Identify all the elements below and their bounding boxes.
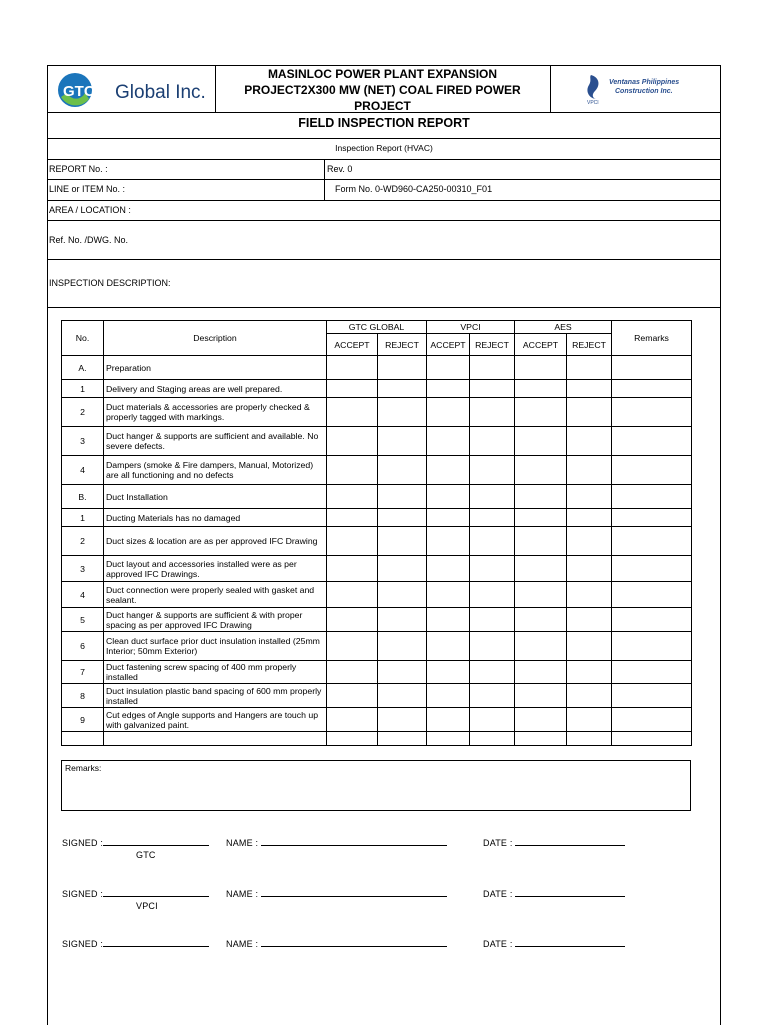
- aes-reject-cell[interactable]: [567, 427, 612, 456]
- gtc-reject-cell[interactable]: [378, 661, 427, 684]
- date-field[interactable]: DATE :: [483, 836, 625, 848]
- gtc-reject-cell[interactable]: [378, 509, 427, 527]
- report-subtitle: Inspection Report (HVAC): [335, 143, 433, 153]
- aes-reject-cell[interactable]: [567, 684, 612, 708]
- row-description: Duct hanger & supports are sufficient & with proper spacing as per approved IFC Drawing: [104, 608, 327, 632]
- table-row: [62, 732, 692, 746]
- table-row: [62, 509, 692, 527]
- aes-accept-cell[interactable]: [515, 527, 567, 556]
- gtc-reject-cell[interactable]: [378, 732, 427, 746]
- row-number: 2: [62, 398, 104, 427]
- gtc-accept-cell[interactable]: [327, 661, 378, 684]
- vpci-accept-cell[interactable]: [427, 509, 470, 527]
- table-row: [62, 708, 692, 732]
- row-number: B.: [62, 485, 104, 509]
- gtc-reject-cell[interactable]: [378, 708, 427, 732]
- vpci-reject-cell[interactable]: [470, 556, 515, 582]
- gtc-reject-cell[interactable]: [378, 556, 427, 582]
- row-number: 7: [62, 661, 104, 684]
- table-row: [62, 582, 692, 608]
- vpci-reject-cell[interactable]: [470, 608, 515, 632]
- vpci-accept-cell[interactable]: [427, 380, 470, 398]
- row-description: Ducting Materials has no damaged: [104, 509, 327, 527]
- aes-reject-cell[interactable]: [567, 608, 612, 632]
- col-header-reject: REJECT: [378, 334, 427, 356]
- row-description: Delivery and Staging areas are well prepared.: [104, 380, 327, 398]
- col-header-vpci: VPCI: [427, 321, 515, 334]
- col-header-no: No.: [62, 321, 104, 356]
- col-header-description: Description: [104, 321, 327, 356]
- vpci-reject-cell[interactable]: [470, 582, 515, 608]
- signature-organization: VPCI: [136, 901, 158, 911]
- remarks-cell[interactable]: [612, 356, 692, 380]
- row-description: Duct materials & accessories are properly checked & properly tagged with markings.: [104, 398, 327, 427]
- remarks-cell[interactable]: [612, 632, 692, 661]
- vpci-accept-cell[interactable]: [427, 708, 470, 732]
- vpci-accept-cell[interactable]: [427, 582, 470, 608]
- row-description: Duct hanger & supports are sufficient and available. No severe defects.: [104, 427, 327, 456]
- aes-reject-cell[interactable]: [567, 485, 612, 509]
- gtc-reject-cell[interactable]: [378, 380, 427, 398]
- row-description: Duct layout and accessories installed were as per approved IFC Drawings.: [104, 556, 327, 582]
- row-number: 1: [62, 509, 104, 527]
- table-row: [62, 608, 692, 632]
- table-row: [62, 661, 692, 684]
- remarks-cell[interactable]: [612, 684, 692, 708]
- vpci-accept-cell[interactable]: [427, 732, 470, 746]
- gtc-reject-cell[interactable]: [378, 582, 427, 608]
- aes-reject-cell[interactable]: [567, 632, 612, 661]
- vpci-reject-cell[interactable]: [470, 632, 515, 661]
- vpci-reject-cell[interactable]: [470, 398, 515, 427]
- date-field[interactable]: DATE :: [483, 887, 625, 899]
- ref-dwg-label: Ref. No. /DWG. No.: [49, 235, 129, 245]
- aes-accept-cell[interactable]: [515, 684, 567, 708]
- aes-reject-cell[interactable]: [567, 398, 612, 427]
- vpci-reject-cell[interactable]: [470, 427, 515, 456]
- vpci-reject-cell[interactable]: [470, 380, 515, 398]
- row-number: 5: [62, 608, 104, 632]
- divider: [47, 159, 721, 160]
- vpci-accept-cell[interactable]: [427, 556, 470, 582]
- remarks-cell[interactable]: [612, 732, 692, 746]
- aes-accept-cell[interactable]: [515, 356, 567, 380]
- gtc-reject-cell[interactable]: [378, 608, 427, 632]
- gtc-reject-cell[interactable]: [378, 684, 427, 708]
- remarks-cell[interactable]: [612, 527, 692, 556]
- signed-field[interactable]: SIGNED :: [62, 836, 209, 848]
- vpci-reject-cell[interactable]: [470, 708, 515, 732]
- remarks-box[interactable]: [61, 760, 691, 811]
- aes-accept-cell[interactable]: [515, 456, 567, 485]
- row-number: 3: [62, 427, 104, 456]
- vpci-reject-cell[interactable]: [470, 485, 515, 509]
- divider: [47, 307, 721, 308]
- aes-accept-cell[interactable]: [515, 608, 567, 632]
- gtc-reject-cell[interactable]: [378, 527, 427, 556]
- row-number: 6: [62, 632, 104, 661]
- aes-accept-cell[interactable]: [515, 582, 567, 608]
- report-title: FIELD INSPECTION REPORT: [298, 116, 470, 130]
- table-row: [62, 380, 692, 398]
- signed-field[interactable]: SIGNED :: [62, 887, 209, 899]
- remarks-label: Remarks:: [65, 763, 102, 773]
- col-header-remarks: Remarks: [612, 321, 692, 356]
- remarks-cell[interactable]: [612, 661, 692, 684]
- aes-accept-cell[interactable]: [515, 661, 567, 684]
- aes-reject-cell[interactable]: [567, 356, 612, 380]
- table-row: [62, 356, 692, 380]
- aes-accept-cell[interactable]: [515, 485, 567, 509]
- vpci-accept-cell[interactable]: [427, 356, 470, 380]
- row-description: Preparation: [104, 356, 327, 380]
- row-description: [104, 732, 327, 746]
- rev-label: Rev. 0: [327, 164, 353, 174]
- vpci-reject-cell[interactable]: [470, 732, 515, 746]
- vpci-reject-cell[interactable]: [470, 456, 515, 485]
- row-number: 4: [62, 582, 104, 608]
- vpci-accept-cell[interactable]: [427, 632, 470, 661]
- gtc-reject-cell[interactable]: [378, 398, 427, 427]
- row-number: A.: [62, 356, 104, 380]
- name-field[interactable]: NAME :: [226, 887, 447, 899]
- vpci-accept-cell[interactable]: [427, 608, 470, 632]
- vpci-reject-cell[interactable]: [470, 356, 515, 380]
- row-description: Cut edges of Angle supports and Hangers are touch up with galvanized paint.: [104, 708, 327, 732]
- vpci-logo: [585, 71, 685, 105]
- aes-reject-cell[interactable]: [567, 556, 612, 582]
- aes-accept-cell[interactable]: [515, 427, 567, 456]
- form-no-label: Form No. 0-WD960-CA250-00310_F01: [335, 184, 493, 194]
- aes-accept-cell[interactable]: [515, 732, 567, 746]
- col-header-reject: REJECT: [567, 334, 612, 356]
- date-field[interactable]: DATE :: [483, 937, 625, 949]
- project-title: MASINLOC POWER PLANT EXPANSION PROJECT2X300 MW (NET) COAL FIRED POWER PROJECT: [244, 67, 521, 113]
- vpci-reject-cell[interactable]: [470, 527, 515, 556]
- vpci-reject-cell[interactable]: [470, 684, 515, 708]
- row-description: Duct fastening screw spacing of 400 mm properly installed: [104, 661, 327, 684]
- gtc-accept-cell[interactable]: [327, 380, 378, 398]
- vpci-accept-cell[interactable]: [427, 456, 470, 485]
- row-number: 8: [62, 684, 104, 708]
- remarks-cell[interactable]: [612, 398, 692, 427]
- field-separator: [324, 159, 325, 200]
- vpci-accept-cell[interactable]: [427, 427, 470, 456]
- row-description: Duct sizes & location are as per approved IFC Drawing: [104, 527, 327, 556]
- aes-accept-cell[interactable]: [515, 556, 567, 582]
- col-header-gtc-global: GTC GLOBAL: [327, 321, 427, 334]
- line-item-label: LINE or ITEM No. :: [49, 184, 126, 194]
- gtc-accept-cell[interactable]: [327, 509, 378, 527]
- gtc-accept-cell[interactable]: [327, 527, 378, 556]
- col-header-reject: REJECT: [470, 334, 515, 356]
- col-header-accept: ACCEPT: [327, 334, 378, 356]
- col-header-accept: ACCEPT: [427, 334, 470, 356]
- inspection-checklist-table: [61, 320, 692, 746]
- vpci-accept-cell[interactable]: [427, 661, 470, 684]
- gtc-reject-cell[interactable]: [378, 427, 427, 456]
- signed-field[interactable]: SIGNED :: [62, 937, 209, 949]
- remarks-cell[interactable]: [612, 556, 692, 582]
- remarks-cell[interactable]: [612, 427, 692, 456]
- name-field[interactable]: NAME :: [226, 937, 447, 949]
- gtc-reject-cell[interactable]: [378, 485, 427, 509]
- gtc-accept-cell[interactable]: [327, 608, 378, 632]
- gtc-accept-cell[interactable]: [327, 485, 378, 509]
- aes-accept-cell[interactable]: [515, 632, 567, 661]
- row-number: 3: [62, 556, 104, 582]
- aes-reject-cell[interactable]: [567, 527, 612, 556]
- gtc-reject-cell[interactable]: [378, 456, 427, 485]
- header-separator: [550, 65, 551, 112]
- row-description: Dampers (smoke & Fire dampers, Manual, Motorized) are all functioning and no defects: [104, 456, 327, 485]
- col-header-accept: ACCEPT: [515, 334, 567, 356]
- divider: [47, 138, 721, 139]
- gtc-logo-mark: GTC: [63, 83, 95, 100]
- row-description: Clean duct surface prior duct insulation installed (25mm Interior; 50mm Exterior): [104, 632, 327, 661]
- name-field[interactable]: NAME :: [226, 836, 447, 848]
- remarks-cell[interactable]: [612, 509, 692, 527]
- aes-reject-cell[interactable]: [567, 509, 612, 527]
- remarks-cell[interactable]: [612, 608, 692, 632]
- gtc-accept-cell[interactable]: [327, 427, 378, 456]
- aes-reject-cell[interactable]: [567, 380, 612, 398]
- gtc-accept-cell[interactable]: [327, 556, 378, 582]
- vpci-accept-cell[interactable]: [427, 485, 470, 509]
- remarks-cell[interactable]: [612, 708, 692, 732]
- signature-organization: GTC: [136, 850, 156, 860]
- vpci-accept-cell[interactable]: [427, 684, 470, 708]
- report-no-label: REPORT No. :: [49, 164, 108, 174]
- aes-accept-cell[interactable]: [515, 509, 567, 527]
- vpci-accept-cell[interactable]: [427, 527, 470, 556]
- table-row: [62, 684, 692, 708]
- gtc-reject-cell[interactable]: [378, 356, 427, 380]
- row-description: Duct connection were properly sealed with gasket and sealant.: [104, 582, 327, 608]
- gtc-accept-cell[interactable]: [327, 632, 378, 661]
- table-row: [62, 456, 692, 485]
- aes-accept-cell[interactable]: [515, 380, 567, 398]
- gtc-accept-cell[interactable]: [327, 708, 378, 732]
- divider: [47, 259, 721, 260]
- vpci-accept-cell[interactable]: [427, 398, 470, 427]
- gtc-accept-cell[interactable]: [327, 456, 378, 485]
- row-number: 4: [62, 456, 104, 485]
- gtc-reject-cell[interactable]: [378, 632, 427, 661]
- gtc-accept-cell[interactable]: [327, 732, 378, 746]
- vpci-logo-mark: VPCI: [587, 100, 599, 105]
- table-row: [62, 556, 692, 582]
- table-row: [62, 427, 692, 456]
- remarks-cell[interactable]: [612, 380, 692, 398]
- area-location-label: AREA / LOCATION :: [49, 205, 131, 215]
- row-description: Duct insulation plastic band spacing of 600 mm properly installed: [104, 684, 327, 708]
- vpci-reject-cell[interactable]: [470, 509, 515, 527]
- aes-reject-cell[interactable]: [567, 582, 612, 608]
- gtc-accept-cell[interactable]: [327, 398, 378, 427]
- aes-reject-cell[interactable]: [567, 708, 612, 732]
- table-row: [62, 527, 692, 556]
- gtc-accept-cell[interactable]: [327, 684, 378, 708]
- aes-reject-cell[interactable]: [567, 456, 612, 485]
- vpci-logo-line2: Construction Inc.: [615, 88, 673, 95]
- aes-reject-cell[interactable]: [567, 732, 612, 746]
- aes-accept-cell[interactable]: [515, 708, 567, 732]
- aes-accept-cell[interactable]: [515, 398, 567, 427]
- gtc-logo-text: Global Inc.: [115, 82, 206, 103]
- remarks-cell[interactable]: [612, 456, 692, 485]
- remarks-cell[interactable]: [612, 485, 692, 509]
- row-number: 9: [62, 708, 104, 732]
- row-description: Duct Installation: [104, 485, 327, 509]
- remarks-cell[interactable]: [612, 582, 692, 608]
- row-number: [62, 732, 104, 746]
- inspection-description-label: INSPECTION DESCRIPTION:: [49, 278, 171, 288]
- gtc-accept-cell[interactable]: [327, 356, 378, 380]
- divider: [47, 179, 721, 180]
- table-row: [62, 485, 692, 509]
- col-header-aes: AES: [515, 321, 612, 334]
- vpci-logo-line1: Ventanas Philippines: [609, 79, 680, 86]
- row-number: 1: [62, 380, 104, 398]
- gtc-logo: [55, 69, 215, 111]
- vpci-reject-cell[interactable]: [470, 661, 515, 684]
- table-row: [62, 632, 692, 661]
- divider: [47, 220, 721, 221]
- table-row: [62, 398, 692, 427]
- gtc-accept-cell[interactable]: [327, 582, 378, 608]
- aes-reject-cell[interactable]: [567, 661, 612, 684]
- row-number: 2: [62, 527, 104, 556]
- divider: [47, 200, 721, 201]
